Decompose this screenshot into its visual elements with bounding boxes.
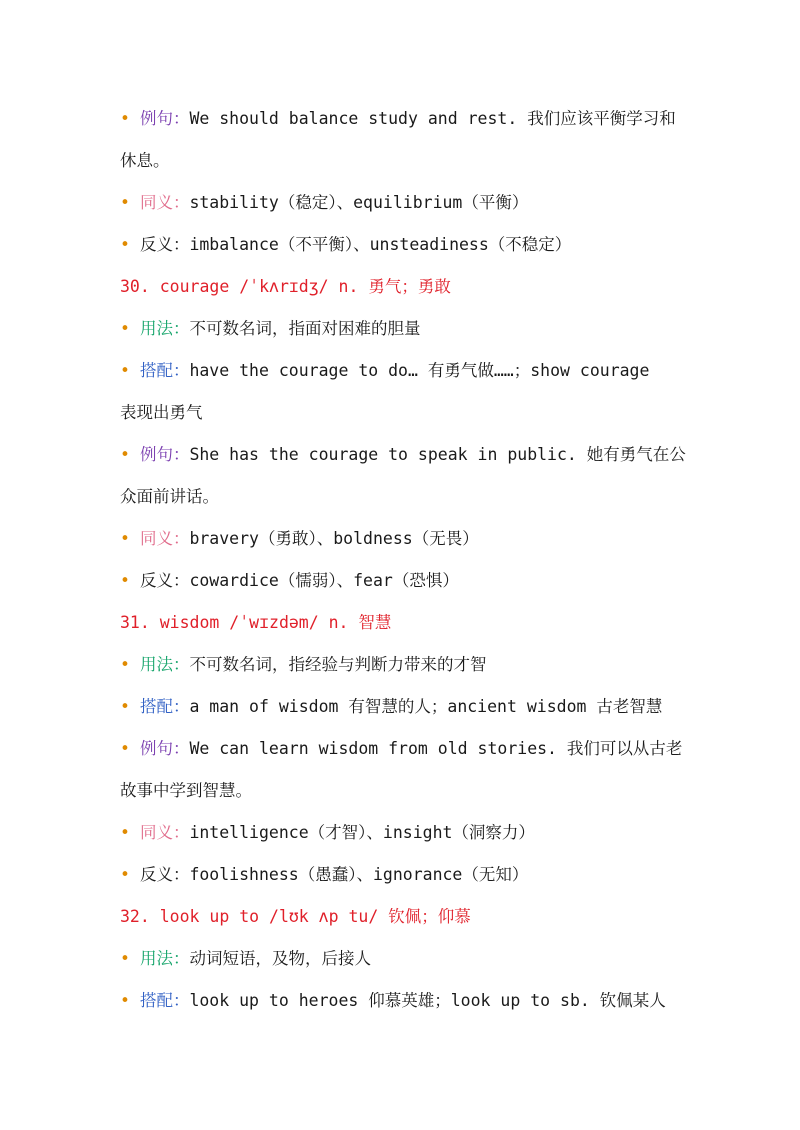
synonym-label: 同义 — [139, 193, 173, 212]
entry-heading: 32. look up to /lʊk ʌp tu/ 钦佩；仰慕 — [120, 907, 471, 926]
collocation-text: look up to heroes 仰慕英雄；look up to sb. 钦佩某人 — [189, 991, 666, 1010]
bullet: • — [120, 445, 130, 464]
antonym-line: • 反义：cowardice（懦弱）、fear（恐惧） — [120, 571, 459, 590]
bullet: • — [120, 571, 130, 590]
example-label: 例句 — [139, 739, 173, 758]
collocation-text: a man of wisdom 有智慧的人；ancient wisdom 古老智慧 — [189, 697, 663, 716]
collocation-line: • 搭配：look up to heroes 仰慕英雄；look up to sb. 钦佩某人 — [120, 991, 666, 1010]
example-label: 例句 — [139, 109, 173, 128]
bullet: • — [120, 529, 130, 548]
synonym-text: intelligence（才智）、insight（洞察力） — [189, 823, 535, 842]
bullet: • — [120, 235, 130, 254]
usage-line: • 用法：动词短语，及物，后接人 — [120, 949, 371, 968]
collocation-line: • 搭配：have the courage to do… 有勇气做……；show courage — [120, 361, 650, 380]
antonym-text: imbalance（不平衡）、unsteadiness（不稳定） — [189, 235, 572, 254]
synonym-line: • 同义：stability（稳定）、equilibrium（平衡） — [120, 193, 529, 212]
bullet: • — [120, 991, 130, 1010]
bullet: • — [120, 655, 130, 674]
entry-heading: 31. wisdom /ˈwɪzdəm/ n. 智慧 — [120, 613, 392, 632]
usage-line: • 用法：不可数名词，指面对困难的胆量 — [120, 319, 421, 338]
example-line: • 例句：She has the courage to speak in public. 她有勇气在公 — [120, 445, 686, 464]
usage-label: 用法 — [139, 949, 173, 968]
example-continuation: 众面前讲话。 — [120, 487, 219, 506]
example-text: She has the courage to speak in public. 她有勇气在公 — [189, 445, 686, 464]
synonym-text: stability（稳定）、equilibrium（平衡） — [189, 193, 529, 212]
synonym-text: bravery（勇敢）、boldness（无畏） — [189, 529, 479, 548]
bullet: • — [120, 865, 130, 884]
synonym-line: • 同义：intelligence（才智）、insight（洞察力） — [120, 823, 535, 842]
antonym-label: 反义 — [139, 865, 173, 884]
collocation-label: 搭配 — [139, 991, 173, 1010]
bullet: • — [120, 319, 130, 338]
bullet: • — [120, 361, 130, 380]
usage-text: 不可数名词，指面对困难的胆量 — [189, 319, 421, 338]
bullet: • — [120, 949, 130, 968]
example-text: We can learn wisdom from old stories. 我们可以从古老 — [189, 739, 683, 758]
bullet: • — [120, 697, 130, 716]
bullet: • — [120, 823, 130, 842]
antonym-line: • 反义：imbalance（不平衡）、unsteadiness（不稳定） — [120, 235, 572, 254]
collocation-line: • 搭配：a man of wisdom 有智慧的人；ancient wisdom 古老智慧 — [120, 697, 663, 716]
antonym-line: • 反义：foolishness（愚蠢）、ignorance（无知） — [120, 865, 529, 884]
example-label: 例句 — [139, 445, 173, 464]
example-line: • 例句：We should balance study and rest. 我们应该平衡学习和 — [120, 109, 676, 128]
example-text: We should balance study and rest. 我们应该平衡学习和 — [189, 109, 676, 128]
synonym-label: 同义 — [139, 529, 173, 548]
antonym-label: 反义 — [139, 571, 173, 590]
collocation-continuation: 表现出勇气 — [120, 403, 203, 422]
bullet: • — [120, 109, 130, 128]
example-line: • 例句：We can learn wisdom from old stories. 我们可以从古老 — [120, 739, 683, 758]
usage-text: 不可数名词，指经验与判断力带来的才智 — [189, 655, 487, 674]
antonym-label: 反义 — [139, 235, 173, 254]
bullet: • — [120, 193, 130, 212]
example-continuation: 故事中学到智慧。 — [120, 781, 252, 800]
synonym-line: • 同义：bravery（勇敢）、boldness（无畏） — [120, 529, 479, 548]
collocation-text: have the courage to do… 有勇气做……；show courage — [189, 361, 650, 380]
usage-line: • 用法：不可数名词，指经验与判断力带来的才智 — [120, 655, 487, 674]
usage-text: 动词短语，及物，后接人 — [189, 949, 371, 968]
antonym-text: cowardice（懦弱）、fear（恐惧） — [189, 571, 459, 590]
example-continuation: 休息。 — [120, 151, 170, 170]
collocation-label: 搭配 — [139, 361, 173, 380]
antonym-text: foolishness（愚蠢）、ignorance（无知） — [189, 865, 529, 884]
usage-label: 用法 — [139, 319, 173, 338]
entry-heading: 30. courage /ˈkʌrɪdʒ/ n. 勇气；勇敢 — [120, 277, 451, 296]
synonym-label: 同义 — [139, 823, 173, 842]
bullet: • — [120, 739, 130, 758]
usage-label: 用法 — [139, 655, 173, 674]
collocation-label: 搭配 — [139, 697, 173, 716]
